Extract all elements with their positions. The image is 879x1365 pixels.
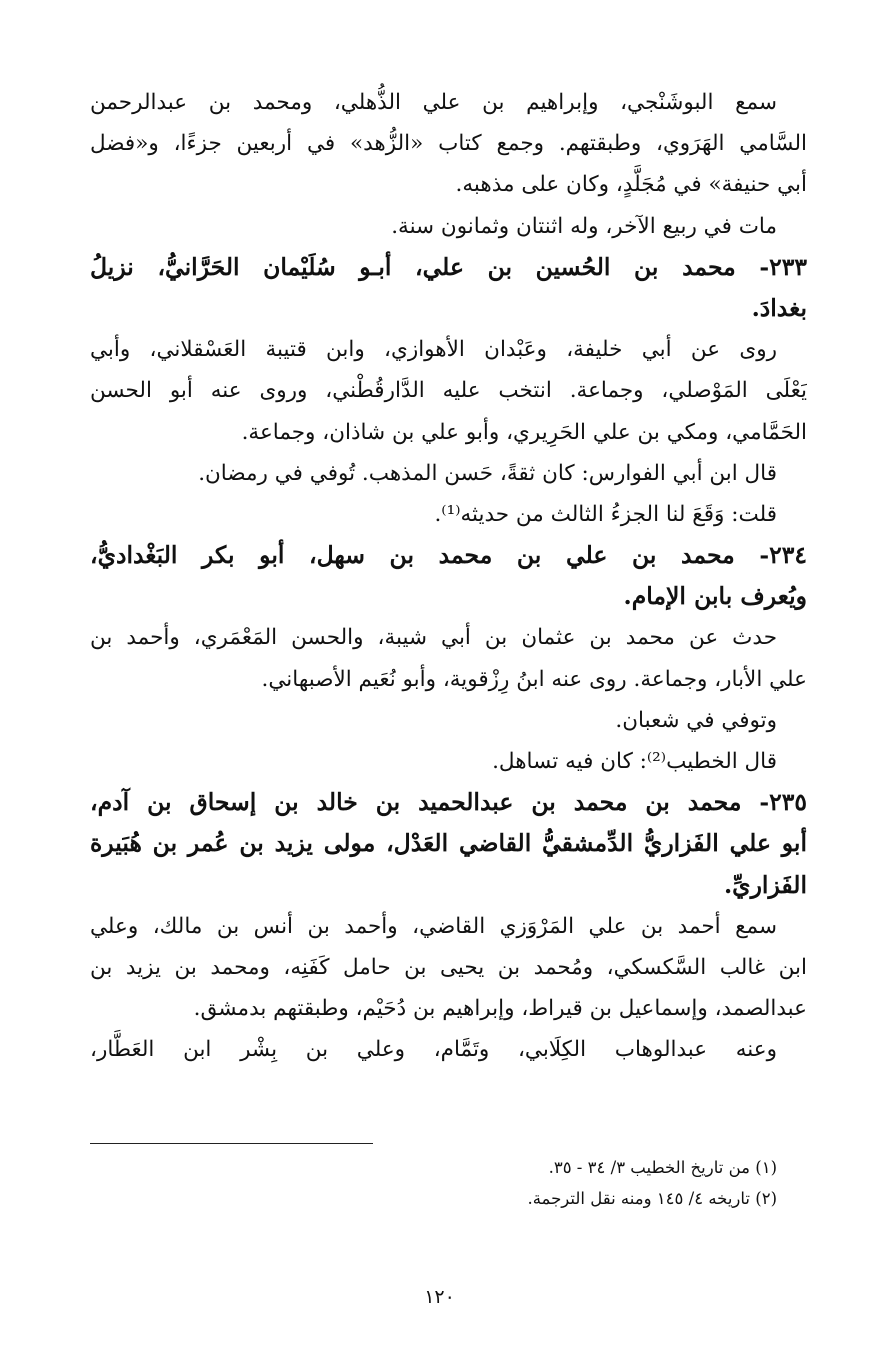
text-line: سمع البوشَنْجي، وإبراهيم بن علي الذُّهلي، ومحمد بن عبدالرحمن [90,90,777,115]
text-line: يَعْلَى المَوْصلي، وجماعة. انتخب عليه الدَّارقُطْني، وروى عنه أبو الحسن [90,378,807,404]
text-line: روى عن أبي خليفة، وعَبْدان الأهوازي، وابن قتيبة العَسْقلاني، وأبي [90,337,777,363]
footnotes [90,1152,807,1214]
text-line: السَّامي الهَرَوي، وطبقتهم. وجمع كتاب «الزُّهد» في أربعين جزءًا، و«فضل [90,131,807,157]
footnote-2: (٢) تاريخه ٤/ ١٤٥ ومنه نقل الترجمة. [527,1189,777,1208]
text-line: أبي حنيفة» في مُجَلَّدٍ، وكان على مذهبه. [455,172,807,198]
text-line: عبدالصمد، وإسماعيل بن قيراط، وإبراهيم بن دُحَيْم، وطبقتهم بدمشق. [193,996,807,1022]
entry-heading-233-cont: بغدادَ. [751,293,807,322]
text-line: حدث عن محمد بن عثمان بن أبي شيبة، والحسن المَعْمَري، وأحمد بن [90,625,777,651]
text-line: وعنه عبدالوهاب الكِلَابي، وتَمَّام، وعلي بن بِشْر ابن العَطَّار، [90,1037,777,1063]
text-line: قال ابن أبي الفوارس: كان ثقةً، حَسن المذهب. تُوفي في رمضان. [198,460,777,486]
entry-heading-234-cont: ويُعرف بابن الإمام. [623,582,807,611]
text-line-footnote-ref-2: قال الخطيب⁽²⁾: كان فيه تساهل. [492,749,777,774]
text-line-footnote-ref-1: قلت: وَقَعَ لنا الجزءُ الثالث من حديثه⁽¹⁾. [434,501,777,527]
entry-heading-235-end: الفَزاريِّ. [724,870,807,899]
main-text [90,82,807,1071]
text-line: وتوفي في شعبان. [615,707,777,733]
footnote-1: (١) من تاريخ الخطيب ٣/ ٣٤ - ٣٥. [548,1158,777,1177]
entry-heading-233: ٢٣٣- محمد بن الحُسين بن علي، أبـو سُلَيْمان الحَرَّانيُّ، نزيلُ [90,252,807,281]
text-line: علي الأبار، وجماعة. روى عنه ابنُ رِزْقوية، وأبو نُعَيم الأصبهاني. [261,666,807,692]
entry-heading-235: ٢٣٥- محمد بن محمد بن عبدالحميد بن خالد بن إسحاق بن آدم، [90,788,807,817]
page-number: ١٢٠ [424,1286,455,1308]
entry-heading-234: ٢٣٤- محمد بن علي بن محمد بن سهل، أبو بكر البَغْداديُّ، [90,541,807,570]
footnote-divider [90,1143,373,1144]
entry-heading-235-cont: أبو علي الفَزاريُّ الدِّمشقيُّ القاضي العَدْل، مولى يزيد بن عُمر بن هُبَيرة [90,829,807,858]
text-line: مات في ربيع الآخر، وله اثنتان وثمانون سنة. [391,213,777,239]
text-line: الحَمَّامي، ومكي بن علي الحَرِيري، وأبو علي بن شاذان، وجماعة. [241,419,807,445]
text-line: سمع أحمد بن علي المَرْوَزي القاضي، وأحمد بن أنس بن مالك، وعلي [90,913,777,939]
text-line: ابن غالب السَّكسكي، ومُحمد بن يحيى بن حامل كَفَنِه، ومحمد بن يزيد بن [90,954,807,980]
